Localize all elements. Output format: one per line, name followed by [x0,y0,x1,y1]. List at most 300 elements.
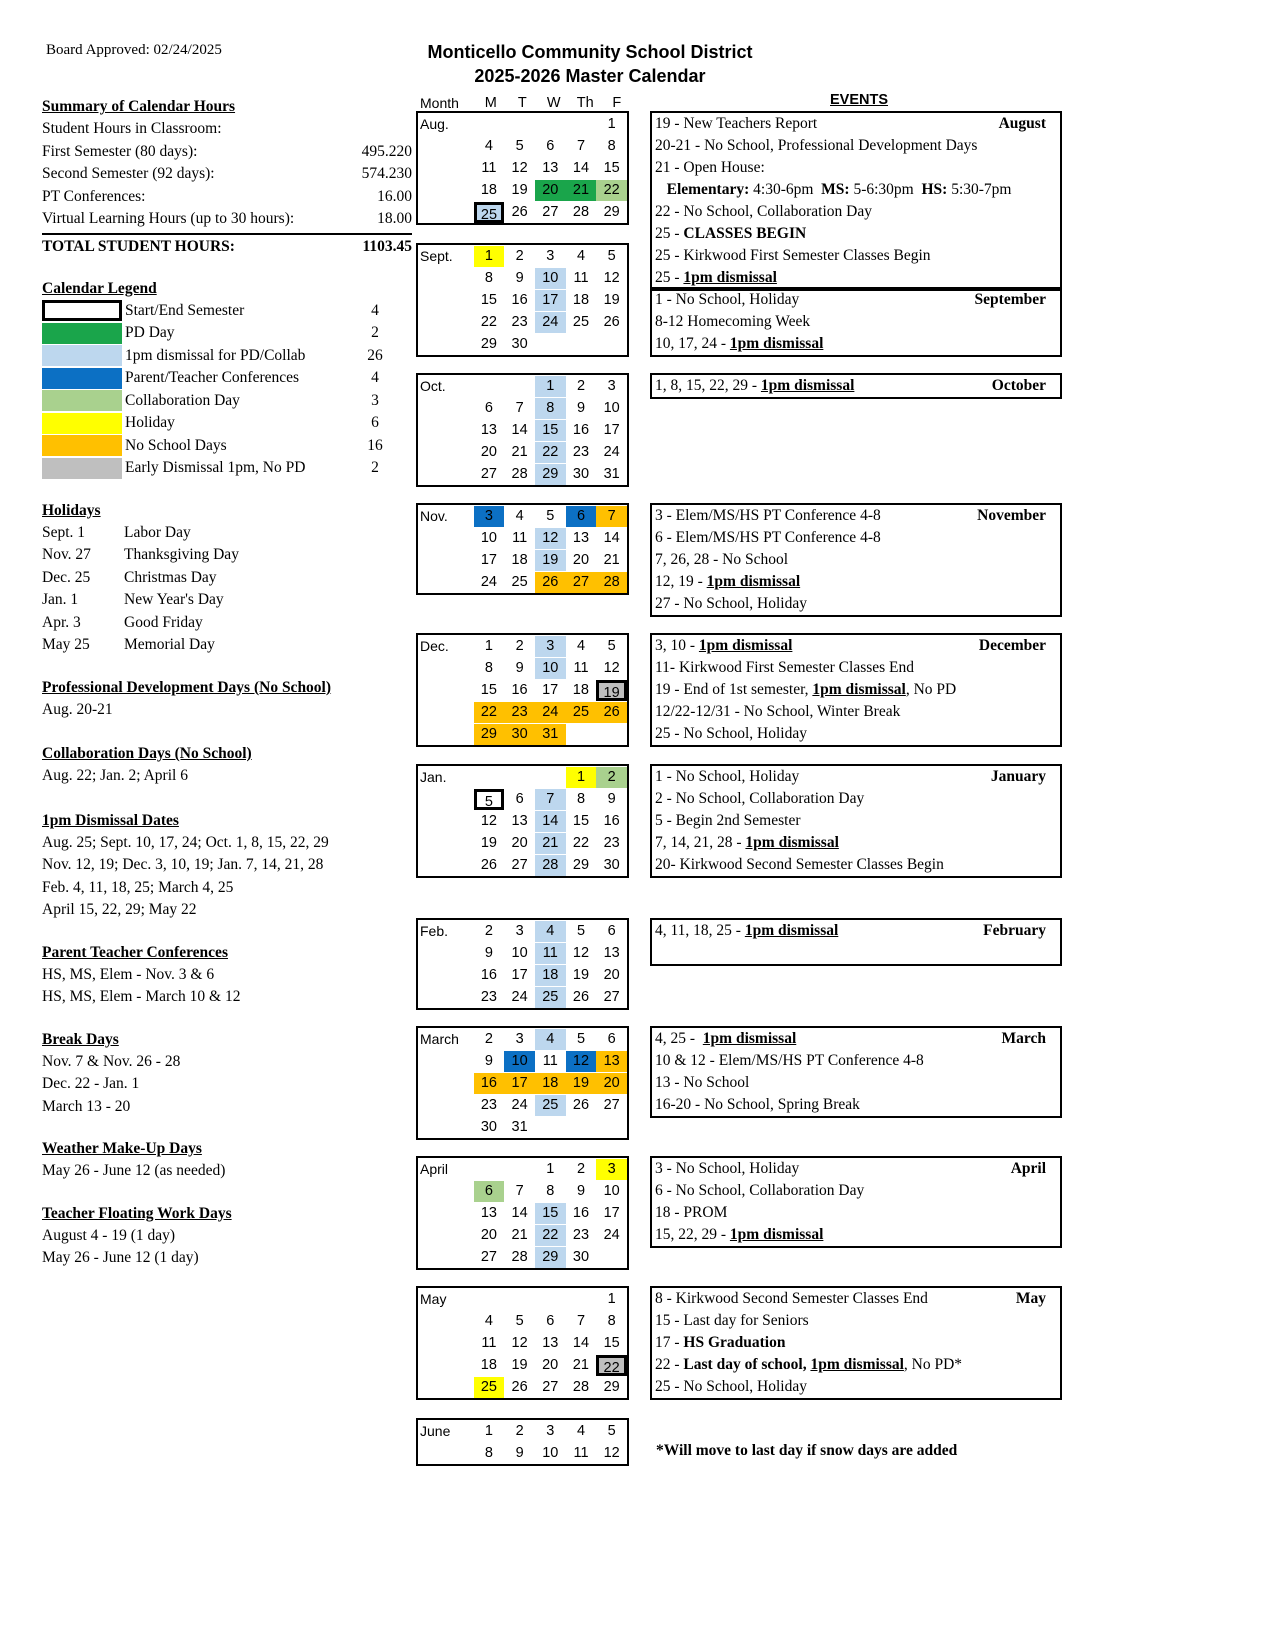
calendar-day: 4 [576,1422,586,1439]
event-text: 1pm dismissal [706,573,801,590]
calendar-day: 20 [596,1073,627,1094]
calendar-day: 23 [480,1096,497,1113]
event-row [652,571,1060,593]
calendar-day: 3 [546,247,555,264]
calendar-day: 23 [603,834,620,851]
event-text: HS: [921,181,948,198]
calendar-day: 21 [511,1226,528,1243]
calendar-day: 9 [515,269,524,286]
calendar-day: 6 [607,1030,616,1047]
event-row [652,701,1060,723]
collab-days-heading: Collaboration Days (No School) [42,745,252,762]
event-row [652,1288,1060,1310]
event-row [652,527,1060,549]
event-month-label: September [974,291,1046,308]
calendar-day: 8 [484,1444,493,1461]
week-row [418,1246,627,1268]
calendar-day: 12 [511,1334,528,1351]
calendar-day: 8 [484,269,493,286]
calendar-day: 9 [576,399,586,416]
event-text: Last day of school, [683,1356,811,1373]
month-name: June [420,1423,451,1439]
calendar-day: 16 [603,812,620,829]
events-block [650,764,1062,878]
event-text: 6 - Elem/MS/HS PT Conference 4-8 [655,529,881,546]
week-row [418,657,627,679]
calendar-day: 12 [566,1051,597,1072]
calendar-day [566,724,597,745]
calendar-day: 19 [596,680,627,701]
events-header: EVENTS [830,92,889,108]
month-column-header: Month [420,95,459,111]
legend-count: 3 [371,391,379,409]
event-text: 3 - No School, Holiday [655,1160,800,1177]
calendar-day: 18 [511,551,528,568]
calendar-day: 13 [542,159,559,176]
calendar-day: 10 [511,944,528,961]
event-row [652,1202,1060,1224]
calendar-day: 3 [515,922,524,939]
week-row [418,527,627,549]
calendar-day: 29 [572,856,590,873]
calendar-day [535,334,566,355]
event-text: HS Graduation [683,1334,786,1351]
legend-item [42,435,412,458]
week-row [418,723,627,745]
pd-days-heading: Professional Development Days (No School) [42,678,332,696]
dismissal-line: Aug. 25; Sept. 10, 17, 24; Oct. 1, 8, 15, 22, 29 [42,833,329,851]
calendar-day: 22 [474,702,505,723]
month-block [416,1286,629,1400]
calendar-day: 25 [474,202,505,223]
calendar-day: 10 [480,529,497,546]
event-text: 7, 14, 21, 28 - [655,834,746,851]
legend-swatch [42,345,122,366]
calendar-day: 24 [511,1096,528,1113]
calendar-day: 9 [484,944,493,961]
calendar-day: 23 [572,1226,590,1243]
calendar-day: 20 [511,834,528,851]
summary-value: 574.230 [361,165,412,182]
dismissal-line: Feb. 4, 11, 18, 25; March 4, 25 [42,878,234,896]
calendar-day: 10 [535,268,566,289]
calendar-day: 13 [511,812,528,829]
calendar-day: 6 [484,399,493,416]
legend-item [42,390,412,413]
legend-count: 4 [371,301,379,319]
calendar-day: 9 [515,1444,524,1461]
calendar-day: 26 [603,313,620,330]
legend-swatch [42,413,122,434]
calendar-day: 10 [603,1182,620,1199]
week-row [418,201,627,223]
calendar-day: 11 [512,529,528,546]
month-name: April [420,1161,449,1177]
calendar-day: 26 [596,702,627,723]
week-row [418,1158,627,1180]
event-text: 18 - PROM [655,1204,728,1221]
weekday-header: F [612,94,622,111]
week-row [418,1224,627,1246]
calendar-day [596,724,627,745]
event-month-label: May [1015,1290,1046,1307]
calendar-day: 15 [603,159,620,176]
calendar-day: 6 [546,137,555,154]
calendar-day: 25 [535,1095,566,1116]
calendar-day: 30 [603,856,620,873]
holiday-item [42,612,412,635]
week-row [418,1072,627,1094]
calendar-day: 8 [576,790,586,807]
events-block [650,918,1062,966]
calendar-day: 22 [535,442,566,463]
event-text: 22 - No School, Collaboration Day [655,203,872,220]
event-text: 1pm dismissal [702,1030,797,1047]
calendar-day: 30 [572,465,590,482]
month-name: Aug. [420,116,449,132]
event-text: 8-12 Homecoming Week [655,313,811,330]
ptc-line: HS, MS, Elem - Nov. 3 & 6 [42,965,215,983]
legend-label: Start/End Semester [125,301,245,319]
floating-heading: Teacher Floating Work Days [42,1204,232,1222]
calendar-day: 13 [480,1204,497,1221]
event-text: 10, 17, 24 - [655,335,730,352]
calendar-day [504,1289,535,1310]
week-row [418,505,627,527]
calendar-day: 2 [484,1030,493,1047]
calendar-day: 11 [573,269,589,286]
event-text: MS: [821,181,850,198]
event-row [652,1158,1060,1180]
calendar-day: 19 [480,834,497,851]
calendar-day [474,114,505,135]
event-month-label: February [983,922,1046,939]
event-text: 11- Kirkwood First Semester Classes End [655,659,915,676]
event-row [652,311,1060,333]
board-approved-date: Board Approved: 02/24/2025 [46,42,222,58]
calendar-day: 20 [480,1226,497,1243]
calendar-day: 1 [484,637,493,654]
month-name: May [420,1291,447,1307]
calendar-day: 2 [515,1422,524,1439]
calendar-day: 11 [573,1444,589,1461]
calendar-day: 2 [576,1160,586,1177]
week-row [418,1376,627,1398]
summary-row [42,208,412,231]
calendar-day: 26 [572,1096,590,1113]
event-text: 2 - No School, Collaboration Day [655,790,865,807]
event-row [652,245,1060,267]
calendar-day: 21 [566,180,597,201]
week-row [418,289,627,311]
calendar-day: 13 [542,1334,559,1351]
calendar-day [535,1289,566,1310]
event-text: 5-6:30pm [849,181,922,198]
holiday-item [42,544,412,567]
event-row [652,766,1060,788]
legend-count: 4 [371,369,379,387]
event-text: CLASSES BEGIN [683,225,807,242]
summary-label: PT Conferences: [42,187,146,205]
event-text: 20-21 - No School, Professional Development Days [655,137,978,154]
calendar-day: 30 [511,335,528,352]
week-row [418,1354,627,1376]
holiday-name: Thanksgiving Day [124,546,239,563]
calendar-day: 18 [480,1356,497,1373]
calendar-day: 12 [572,944,590,961]
event-text: 4, 25 - [655,1030,703,1047]
calendar-day: 8 [607,1312,616,1329]
calendar-day: 30 [504,724,535,745]
week-row [418,854,627,876]
dismissal-line: Nov. 12, 19; Dec. 3, 10, 19; Jan. 7, 14, 21, 28 [42,856,324,873]
event-text: 15, 22, 29 - [655,1226,730,1243]
week-row [418,701,627,723]
week-row [418,113,627,135]
ptc-line: HS, MS, Elem - March 10 & 12 [42,988,241,1005]
calendar-day: 28 [511,1248,528,1265]
calendar-day: 18 [535,965,566,986]
calendar-day: 14 [572,1334,590,1351]
calendar-day: 2 [515,637,524,654]
week-row [418,1288,627,1310]
event-row [652,1224,1060,1246]
floating-line: August 4 - 19 (1 day) [42,1226,176,1244]
district-name: Monticello Community School District [427,42,753,62]
event-row [652,854,1060,876]
week-row [418,832,627,854]
week-row [418,549,627,571]
event-text: 19 - End of 1st semester, [655,681,813,698]
calendar-day: 14 [535,811,566,832]
event-text: 6 - No School, Collaboration Day [655,1182,865,1199]
event-month-label: April [1010,1160,1046,1177]
calendar-day: 22 [572,834,590,851]
calendar-title: 2025-2026 Master Calendar [474,66,706,86]
event-row [652,113,1060,135]
calendar-day: 15 [572,812,590,829]
calendar-day: 6 [566,506,597,527]
calendar-day: 18 [572,681,589,698]
page-title [380,40,800,88]
calendar-day: 16 [511,681,528,698]
event-row [652,375,1060,397]
calendar-day: 6 [607,922,616,939]
calendar-day: 7 [596,506,627,527]
week-row [418,635,627,657]
week-row [418,375,627,397]
calendar-day: 19 [511,1356,528,1373]
calendar-day [535,767,566,788]
holiday-item [42,567,412,590]
weekday-header: W [546,94,561,111]
calendar-day: 16 [474,1073,505,1094]
event-text: 1pm dismissal [729,1226,824,1243]
month-name: Dec. [420,638,449,654]
event-row [652,679,1060,701]
legend-swatch [42,300,122,321]
month-name: Nov. [420,508,448,524]
calendar-day: 8 [535,398,566,419]
calendar-day: 20 [603,966,620,983]
summary-value: 495.220 [361,142,412,160]
calendar-day [504,376,535,397]
calendar-day: 23 [480,988,497,1005]
calendar-day: 4 [535,921,566,942]
legend-item [42,345,412,368]
calendar-day: 28 [596,572,627,593]
calendar-day: 31 [535,724,566,745]
week-row [418,463,627,485]
calendar-day: 8 [546,1182,555,1199]
legend-label: Holiday [125,414,175,432]
month-block [416,633,629,747]
event-row [652,593,1060,615]
calendar-day: 1 [546,1160,555,1177]
calendar-day: 24 [603,443,620,460]
calendar-day: 5 [546,507,555,524]
calendar-day: 29 [535,464,566,485]
calendar-day: 21 [603,551,620,568]
event-row [652,157,1060,179]
calendar-day: 24 [603,1226,620,1243]
event-text: 10 & 12 - Elem/MS/HS PT Conference 4-8 [655,1052,924,1069]
event-text: , No PD* [903,1356,963,1373]
legend-heading: Calendar Legend [42,279,157,297]
summary-row [42,118,412,141]
calendar-day: 2 [515,247,524,264]
event-text: 8 - Kirkwood Second Semester Classes End [655,1290,928,1307]
event-row [652,1180,1060,1202]
events-block [650,503,1062,617]
summary-row [42,141,412,164]
events-block [650,373,1062,399]
calendar-day: 8 [607,137,616,154]
week-row [418,1050,627,1072]
calendar-day: 17 [480,551,497,568]
week-row [418,1310,627,1332]
calendar-day [474,376,505,397]
event-month-label: December [978,637,1046,654]
event-text: 3 - Elem/MS/HS PT Conference 4-8 [655,507,881,524]
calendar-day [596,334,627,355]
calendar-day: 14 [603,529,620,546]
calendar-day: 29 [474,724,505,745]
calendar-day [566,334,597,355]
event-row [652,1310,1060,1332]
legend-label: Collaboration Day [125,391,240,409]
calendar-day: 24 [535,702,566,723]
break-days-line: Dec. 22 - Jan. 1 [42,1075,140,1092]
calendar-day: 4 [484,137,493,154]
event-row [652,657,1060,679]
event-row [652,505,1060,527]
calendar-day: 20 [480,443,497,460]
calendar-day: 30 [572,1248,590,1265]
calendar-day: 3 [515,1030,524,1047]
calendar-day: 19 [572,966,590,983]
event-text: 21 - Open House: [655,159,765,176]
calendar-day: 3 [607,377,616,394]
event-text: , No PD [905,681,957,698]
calendar-day: 27 [542,203,559,220]
event-text: 19 - New Teachers Report [655,115,818,132]
calendar-day: 25 [572,313,590,330]
event-text: 12/22-12/31 - No School, Winter Break [655,703,901,720]
calendar-day: 6 [546,1312,555,1329]
legend-count: 26 [367,346,383,364]
calendar-day: 18 [572,291,590,308]
calendar-day: 26 [511,203,528,220]
calendar-day: 12 [511,159,528,176]
calendar-day: 12 [603,1444,620,1461]
calendar-day: 17 [603,421,620,438]
calendar-day: 5 [607,637,616,654]
event-text: 16-20 - No School, Spring Break [655,1096,860,1113]
event-text: 1 - No School, Holiday [655,768,800,785]
calendar-day: 25 [511,573,528,590]
week-row [418,964,627,986]
calendar-day: 19 [511,181,528,198]
calendar-day: 28 [572,1378,590,1395]
calendar-day: 2 [596,767,627,788]
holiday-date: Nov. 27 [42,546,91,563]
calendar-day: 28 [572,203,590,220]
calendar-day: 24 [535,312,566,333]
calendar-day: 7 [576,1312,586,1329]
event-row [652,179,1060,201]
calendar-day: 5 [576,922,586,939]
calendar-day: 28 [511,465,528,482]
calendar-day: 9 [576,1182,586,1199]
calendar-day [474,1159,505,1180]
calendar-day: 3 [546,1422,555,1439]
calendar-day: 6 [474,1181,505,1202]
calendar-day: 24 [480,573,497,590]
event-text: 1 - No School, Holiday [655,291,800,308]
calendar-day: 11 [481,1334,497,1351]
event-row [652,635,1060,657]
calendar-day [535,1117,566,1138]
week-row [418,766,627,788]
week-row [418,679,627,701]
calendar-day: 10 [504,1051,535,1072]
calendar-day: 2 [484,922,493,939]
event-row [652,549,1060,571]
calendar-day: 29 [603,1378,620,1395]
calendar-day: 27 [603,988,620,1005]
calendar-day: 12 [603,269,620,286]
summary-label: Second Semester (92 days): [42,165,215,182]
calendar-day: 5 [607,1422,616,1439]
calendar-day: 4 [576,247,586,264]
week-row [418,571,627,593]
calendar-day [566,114,597,135]
calendar-day: 18 [535,1073,566,1094]
calendar-day: 7 [515,399,524,416]
legend-label: 1pm dismissal for PD/Collab [125,346,306,364]
week-row [418,942,627,964]
week-row [418,1028,627,1050]
event-text: 5:30-7pm [947,181,1012,198]
calendar-day: 18 [480,181,497,198]
week-row [418,397,627,419]
calendar-day: 12 [603,659,620,676]
calendar-day: 11 [573,659,589,676]
month-name: Jan. [420,769,447,785]
week-row [418,1094,627,1116]
event-text: 1pm dismissal [812,681,906,698]
